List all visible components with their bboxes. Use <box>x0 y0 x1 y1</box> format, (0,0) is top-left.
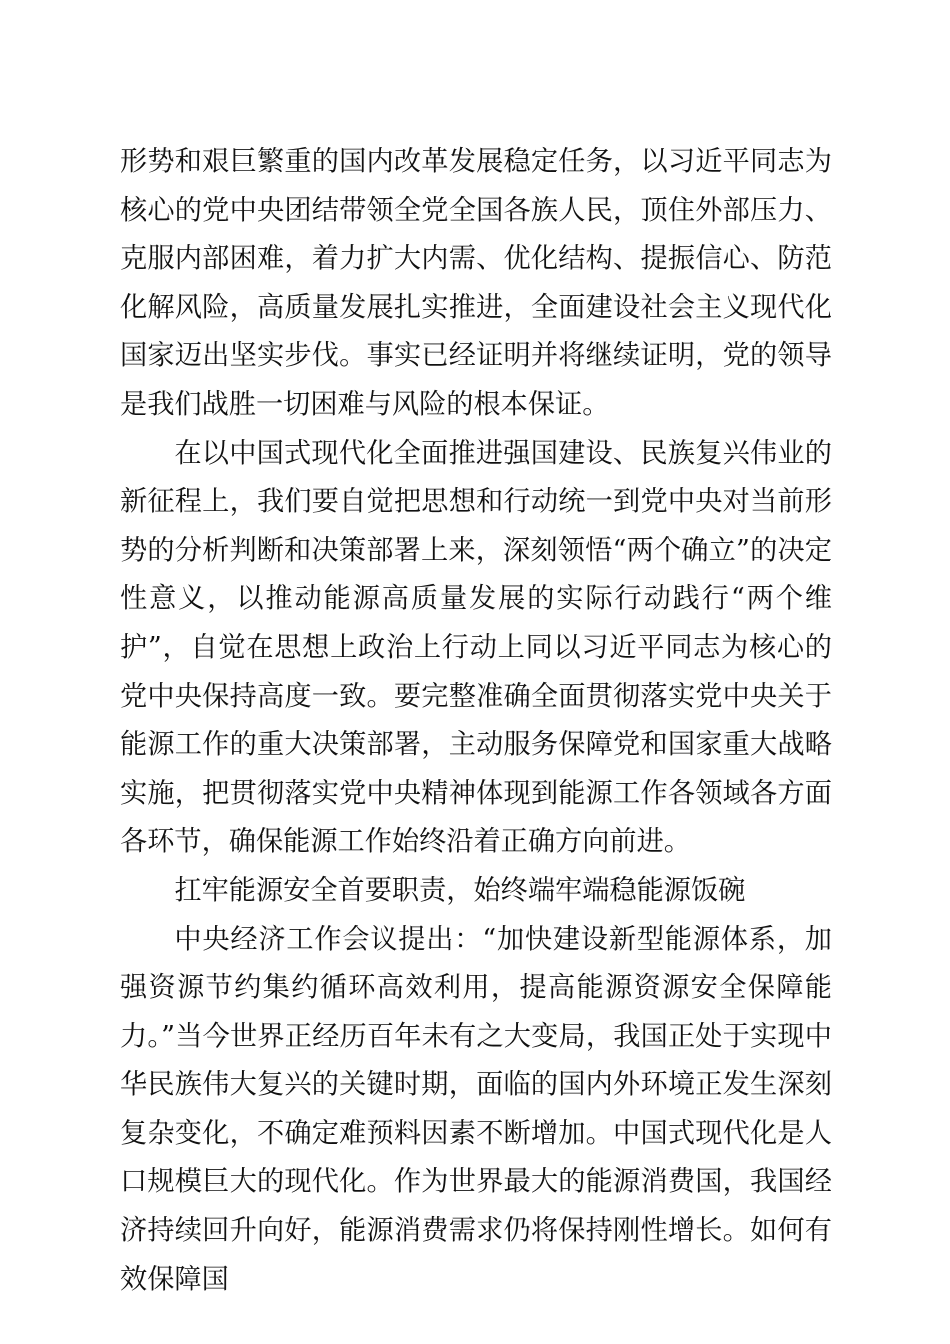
paragraph-party-alignment: 在以中国式现代化全面推进强国建设、民族复兴伟业的新征程上，我们要自觉把思想和行动统一到党中央对当前形势的分析判断和决策部署上来，深刻领悟“两个确立”的决定性意义，以推动能源高质量发展的实际行动践行“两个维护”，自觉在思想上政治上行动上同以习近平同志为核心的党中央保持高度一致。要完整准确全面贯彻落实党中央关于能源工作的重大决策部署，主动服务保障党和国家重大战略实施，把贯彻落实党中央精神体现到能源工作各领域各方面各环节，确保能源工作始终沿着正确方向前进。 <box>120 437 832 858</box>
document-body <box>120 138 832 1304</box>
paragraph-energy-security: 中央经济工作会议提出：“加快建设新型能源体系，加强资源节约集约循环高效利用，提高能源资源安全保障能力。”当今世界正经历百年未有之大变局，我国正处于实现中华民族伟大复兴的关键时期，面临的国内外环境正发生深刻复杂变化，不确定难预料因素不断增加。中国式现代化是人口规模巨大的现代化。作为世界最大的能源消费国，我国经济持续回升向好，能源消费需求仍将保持刚性增长。如何有效保障国 <box>120 923 832 1295</box>
section-heading: 扛牢能源安全首要职责，始终端牢端稳能源饭碗 <box>174 874 746 906</box>
paragraph-continuation: 形势和艰巨繁重的国内改革发展稳定任务，以习近平同志为核心的党中央团结带领全党全国各族人民，顶住外部压力、克服内部困难，着力扩大内需、优化结构、提振信心、防范化解风险，高质量发展扎实推进，全面建设社会主义现代化国家迈出坚实步伐。事实已经证明并将继续证明，党的领导是我们战胜一切困难与风险的根本保证。 <box>120 146 832 420</box>
